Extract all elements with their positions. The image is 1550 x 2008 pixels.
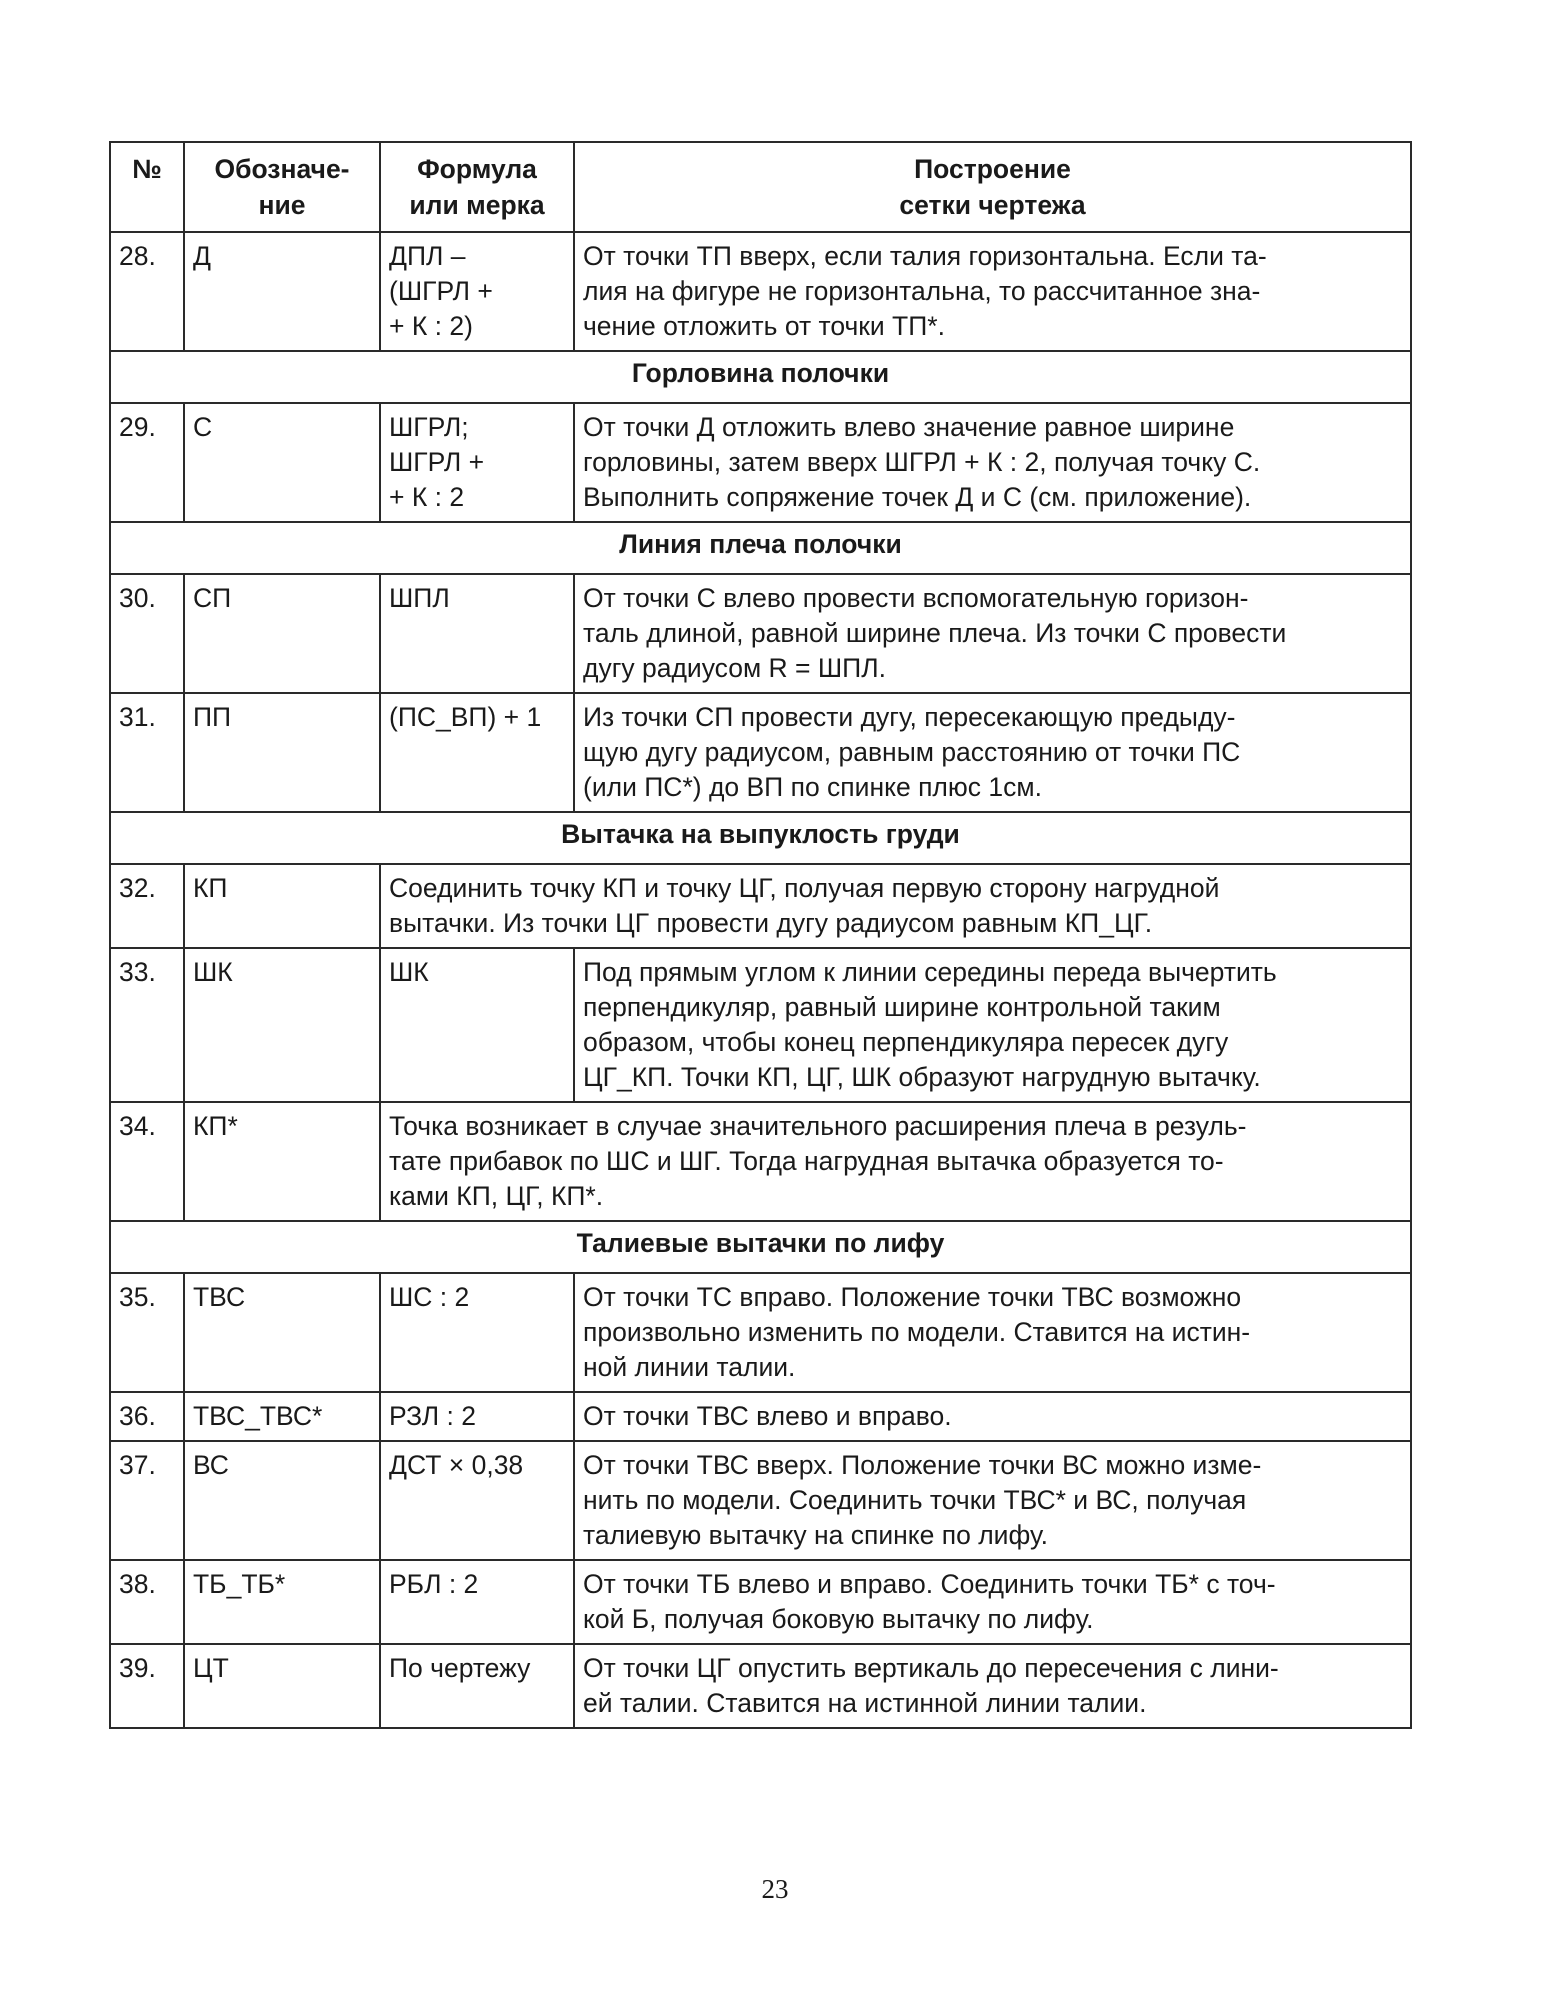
row-construction xyxy=(574,1441,1411,1560)
row-formula xyxy=(380,693,574,812)
row-number-text: 36. xyxy=(119,1401,156,1431)
row-formula xyxy=(380,403,574,522)
section-title xyxy=(110,1221,1411,1273)
row-formula xyxy=(380,1441,574,1560)
section-heading-row xyxy=(110,1221,1411,1273)
row-number xyxy=(110,864,184,948)
row-number-text: 39. xyxy=(119,1653,156,1683)
table-row xyxy=(110,403,1411,522)
section-title-text: Линия плеча полочки xyxy=(619,529,902,559)
row-construction xyxy=(574,1644,1411,1728)
table-row xyxy=(110,1102,1411,1221)
row-number xyxy=(110,693,184,812)
row-number xyxy=(110,403,184,522)
row-designation xyxy=(184,1644,380,1728)
row-designation-text: ТВС xyxy=(193,1282,246,1312)
section-heading-row xyxy=(110,522,1411,574)
row-formula-text: ШК xyxy=(389,957,429,987)
section-heading-row xyxy=(110,351,1411,403)
row-number-text: 30. xyxy=(119,583,156,613)
row-number xyxy=(110,574,184,693)
row-construction-text: От точки ТП вверх, если талия горизонтальна. Если та- лия на фигуре не горизонтальна, то рассчитанное зна- чение отложить от точки ТП*. xyxy=(583,241,1267,341)
row-designation-text: КП* xyxy=(193,1111,238,1141)
section-title xyxy=(110,351,1411,403)
row-construction-text: От точки ЦГ опустить вертикаль до пересечения с лини- ей талии. Ставится на истинной линии талии. xyxy=(583,1653,1279,1718)
row-number xyxy=(110,232,184,351)
row-number xyxy=(110,948,184,1102)
row-construction-text: От точки ТС вправо. Положение точки ТВС возможно произвольно изменить по модели. Ставится на истин- ной линии талии. xyxy=(583,1282,1251,1382)
row-construction-text: От точки С влево провести вспомогательную горизон- таль длиной, равной ширине плеча. Из точки С провести дугу радиусом R = ШПЛ. xyxy=(583,583,1287,683)
row-designation-text: С xyxy=(193,412,213,442)
row-designation-text: Д xyxy=(193,241,211,271)
row-designation xyxy=(184,1392,380,1441)
row-designation xyxy=(184,948,380,1102)
row-formula-text: ШС : 2 xyxy=(389,1282,470,1312)
row-designation xyxy=(184,232,380,351)
row-construction xyxy=(574,403,1411,522)
row-number-text: 35. xyxy=(119,1282,156,1312)
row-designation-text: ТБ_ТБ* xyxy=(193,1569,286,1599)
row-designation xyxy=(184,1441,380,1560)
row-formula xyxy=(380,948,574,1102)
row-construction-text: Из точки СП провести дугу, пересекающую предыду- щую дугу радиусом, равным расстоянию от точки ПС (или ПС*) до ВП по спинке плюс 1см. xyxy=(583,702,1241,802)
row-number-text: 38. xyxy=(119,1569,156,1599)
table-row xyxy=(110,864,1411,948)
row-construction xyxy=(380,1102,1411,1221)
row-designation xyxy=(184,1102,380,1221)
row-formula xyxy=(380,1560,574,1644)
row-formula-text: ДПЛ – (ШГРЛ + + К : 2) xyxy=(389,241,493,341)
row-designation xyxy=(184,693,380,812)
row-formula-text: ДСТ × 0,38 xyxy=(389,1450,524,1480)
row-designation xyxy=(184,574,380,693)
row-number xyxy=(110,1560,184,1644)
row-designation xyxy=(184,864,380,948)
row-formula-text: ШПЛ xyxy=(389,583,450,613)
row-construction-text: От точки ТВС вверх. Положение точки ВС можно изме- нить по модели. Соединить точки ТВС* и ВС, получая талиевую вытачку на спинке по лифу. xyxy=(583,1450,1262,1550)
row-designation-text: ПП xyxy=(193,702,232,732)
row-formula-text: (ПС_ВП) + 1 xyxy=(389,702,542,732)
row-designation-text: ЦТ xyxy=(193,1653,229,1683)
section-title-text: Талиевые вытачки по лифу xyxy=(576,1228,945,1258)
header-formula: Формула или мерка xyxy=(380,142,574,232)
table-row xyxy=(110,1560,1411,1644)
row-formula-text: РЗЛ : 2 xyxy=(389,1401,477,1431)
row-construction-text: От точки ТВС влево и вправо. xyxy=(583,1401,952,1431)
row-construction-text: От точки Д отложить влево значение равное ширине горловины, затем вверх ШГРЛ + К : 2, получая точку С. Выполнить сопряжение точек Д и С (см. приложение). xyxy=(583,412,1261,512)
row-designation-text: ТВС_ТВС* xyxy=(193,1401,323,1431)
table-row xyxy=(110,1644,1411,1728)
row-formula-text: ШГРЛ; ШГРЛ + + К : 2 xyxy=(389,412,485,512)
row-construction xyxy=(574,948,1411,1102)
page-number: 23 xyxy=(761,1874,789,1904)
table-row xyxy=(110,1273,1411,1392)
table-row xyxy=(110,693,1411,812)
row-construction-text: Точка возникает в случае значительного расширения плеча в резуль- тате прибавок по ШС и ШГ. Тогда нагрудная вытачка образуется то- ками КП, ЦГ, КП*. xyxy=(389,1111,1247,1211)
row-number-text: 31. xyxy=(119,702,156,732)
section-heading-row xyxy=(110,812,1411,864)
row-formula xyxy=(380,1273,574,1392)
header-designation: Обозначе- ние xyxy=(184,142,380,232)
row-number-text: 32. xyxy=(119,873,156,903)
row-designation xyxy=(184,403,380,522)
row-formula xyxy=(380,1392,574,1441)
row-number-text: 28. xyxy=(119,241,156,271)
row-construction-text: От точки ТБ влево и вправо. Соединить точки ТБ* с точ- кой Б, получая боковую вытачку по лифу. xyxy=(583,1569,1276,1634)
row-number xyxy=(110,1273,184,1392)
table-header-row xyxy=(110,142,1411,232)
table-row xyxy=(110,948,1411,1102)
row-number xyxy=(110,1644,184,1728)
row-number xyxy=(110,1392,184,1441)
row-construction xyxy=(574,1273,1411,1392)
header-construction: Построение сетки чертежа xyxy=(574,142,1411,232)
row-formula-text: По чертежу xyxy=(389,1653,531,1683)
table-row xyxy=(110,1441,1411,1560)
table-row xyxy=(110,232,1411,351)
row-construction xyxy=(574,232,1411,351)
row-designation-text: ВС xyxy=(193,1450,229,1480)
row-construction xyxy=(574,1560,1411,1644)
row-construction-text: Под прямым углом к линии середины переда вычертить перпендикуляр, равный ширине контрольной таким образом, чтобы конец перпендикуляра пересек дугу ЦГ_КП. Точки КП, ЦГ, ШК образуют нагрудную вытачку. xyxy=(583,957,1277,1092)
row-formula xyxy=(380,1644,574,1728)
row-designation-text: КП xyxy=(193,873,228,903)
row-number-text: 29. xyxy=(119,412,156,442)
row-number xyxy=(110,1102,184,1221)
row-designation-text: СП xyxy=(193,583,232,613)
row-number-text: 37. xyxy=(119,1450,156,1480)
row-formula-text: РБЛ : 2 xyxy=(389,1569,479,1599)
row-formula xyxy=(380,232,574,351)
table-row xyxy=(110,1392,1411,1441)
row-construction xyxy=(574,574,1411,693)
row-formula xyxy=(380,574,574,693)
row-designation xyxy=(184,1560,380,1644)
row-number xyxy=(110,1441,184,1560)
table-body xyxy=(110,232,1411,1728)
row-number-text: 33. xyxy=(119,957,156,987)
construction-table xyxy=(109,141,1412,1729)
row-construction xyxy=(574,693,1411,812)
section-title-text: Вытачка на выпуклость груди xyxy=(561,819,960,849)
row-construction-text: Соединить точку КП и точку ЦГ, получая первую сторону нагрудной вытачки. Из точки ЦГ провести дугу радиусом равным КП_ЦГ. xyxy=(389,873,1220,938)
table-row xyxy=(110,574,1411,693)
row-construction xyxy=(380,864,1411,948)
row-designation-text: ШК xyxy=(193,957,233,987)
section-title xyxy=(110,812,1411,864)
row-designation xyxy=(184,1273,380,1392)
section-title-text: Горловина полочки xyxy=(631,358,890,388)
row-construction xyxy=(574,1392,1411,1441)
section-title xyxy=(110,522,1411,574)
header-num: № xyxy=(110,142,184,232)
row-number-text: 34. xyxy=(119,1111,156,1141)
